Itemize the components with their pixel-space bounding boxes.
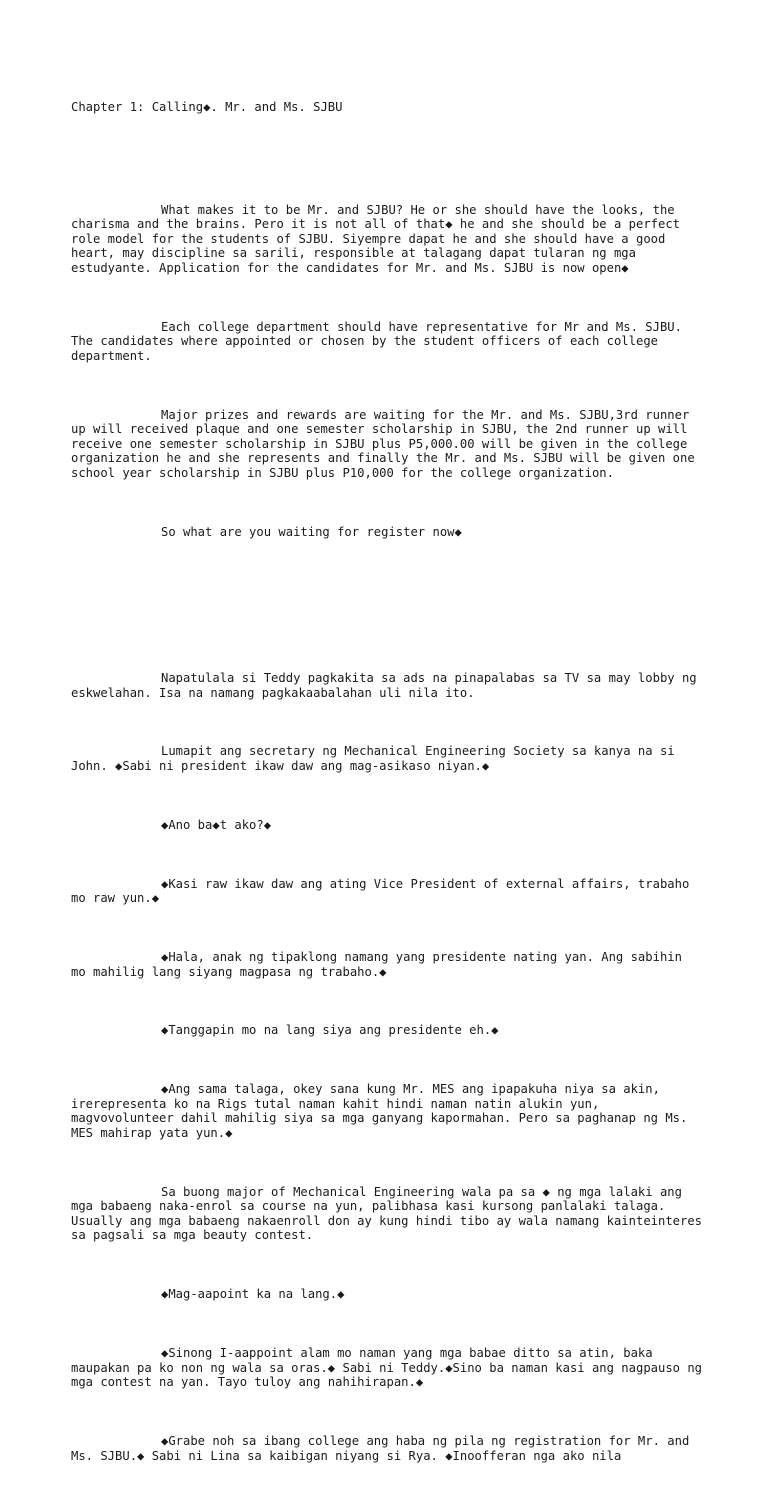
paragraph: Lumapit ang secretary ng Mechanical Engineering Society sa kanya na si John. ◆Sabi ni president ikaw daw ang mag-asikaso niyan.◆ (71, 744, 682, 773)
paragraph: ◆Ano ba◆t ako?◆ (161, 817, 272, 832)
document-body (71, 71, 710, 1507)
chapter-title: Chapter 1: Calling◆. Mr. and Ms. SJBU (71, 100, 343, 115)
paragraph: Each college department should have representative for Mr and Ms. SJBU. The candidates where appointed or chosen by the student officers of each college department. (71, 319, 690, 363)
paragraph: ◆Grabe noh sa ibang college ang haba ng pila ng registration for Mr. and Ms. SJBU.◆ Sabi ni Lina sa kaibigan niyang si Rya. ◆Inoofferan nga ako nila (71, 1433, 697, 1463)
paragraph: Major prizes and rewards are waiting for the Mr. and Ms. SJBU,3rd runner up will received plaque and one semester scholarship in SJBU, the 2nd runner up will receive one semester scholarship in SJBU plus P5,000.00 will be given in the college organization he and she represents and finally the Mr. and Ms. SJBU will be given one school year scholarship in SJBU plus P10,000 for the college organization. (71, 407, 703, 481)
paragraph: ◆Mag-aapoint ka na lang.◆ (161, 1287, 345, 1302)
paragraph: ◆Ang sama talaga, okey sana kung Mr. MES ang ipapakuha niya sa akin, irerepresenta ko na Rigs tutal naman kahit hindi naman natin alukin yun, magvovolunteer dahil mahilig siya sa mga ganyang kapormahan. Pero sa paghanap ng Ms. MES mahirap yata yun.◆ (71, 1082, 695, 1140)
paragraph: What makes it to be Mr. and SJBU? He or she should have the looks, the charisma and the brains. Pero it is not all of that◆ he and she should be a perfect role model for the students of SJBU. Siyempre dapat he and she should have a good heart, may discipline sa sarili, responsible at talagang dapat tularan ng mga estudyante. Application for the candidates for Mr. and Ms. SJBU is now open◆ (71, 202, 688, 275)
paragraph: ◆Sinong I-aappoint alam mo naman yang mga babae ditto sa atin, baka maupakan pa ko non ng wala sa oras.◆ Sabi ni Teddy.◆Sino ba naman kasi ang nagpauso ng mga contest na yan. Tayo tuloy ang nahihirapan.◆ (71, 1345, 710, 1390)
paragraph: ◆Hala, anak ng tipaklong namang yang presidente nating yan. Ang sabihin mo mahilig lang siyang magpasa ng trabaho.◆ (71, 949, 690, 979)
paragraph: So what are you waiting for register now◆ (161, 524, 462, 539)
paragraph: Napatulala si Teddy pagkakita sa ads na pinapalabas sa TV sa may lobby ng eskwelahan. Isa na namang pagkakaabalahan uli nila ito. (71, 671, 704, 700)
paragraph: ◆Kasi raw ikaw daw ang ating Vice President of external affairs, trabaho mo raw yun.◆ (71, 876, 697, 906)
section-break (71, 598, 703, 627)
paragraph: Sa buong major of Mechanical Engineering wala pa sa ◆ ng mga lalaki ang mga babaeng naka-enrol sa course na yun, palibhasa kasi kursong panlalaki talaga. Usually ang mga babaeng nakaenroll don ay kung hindi tibo ay wala namang kainteinteres sa pagsali sa mga beauty contest. (71, 1184, 710, 1243)
paragraph: ◆Tanggapin mo na lang siya ang presidente eh.◆ (161, 1023, 499, 1038)
